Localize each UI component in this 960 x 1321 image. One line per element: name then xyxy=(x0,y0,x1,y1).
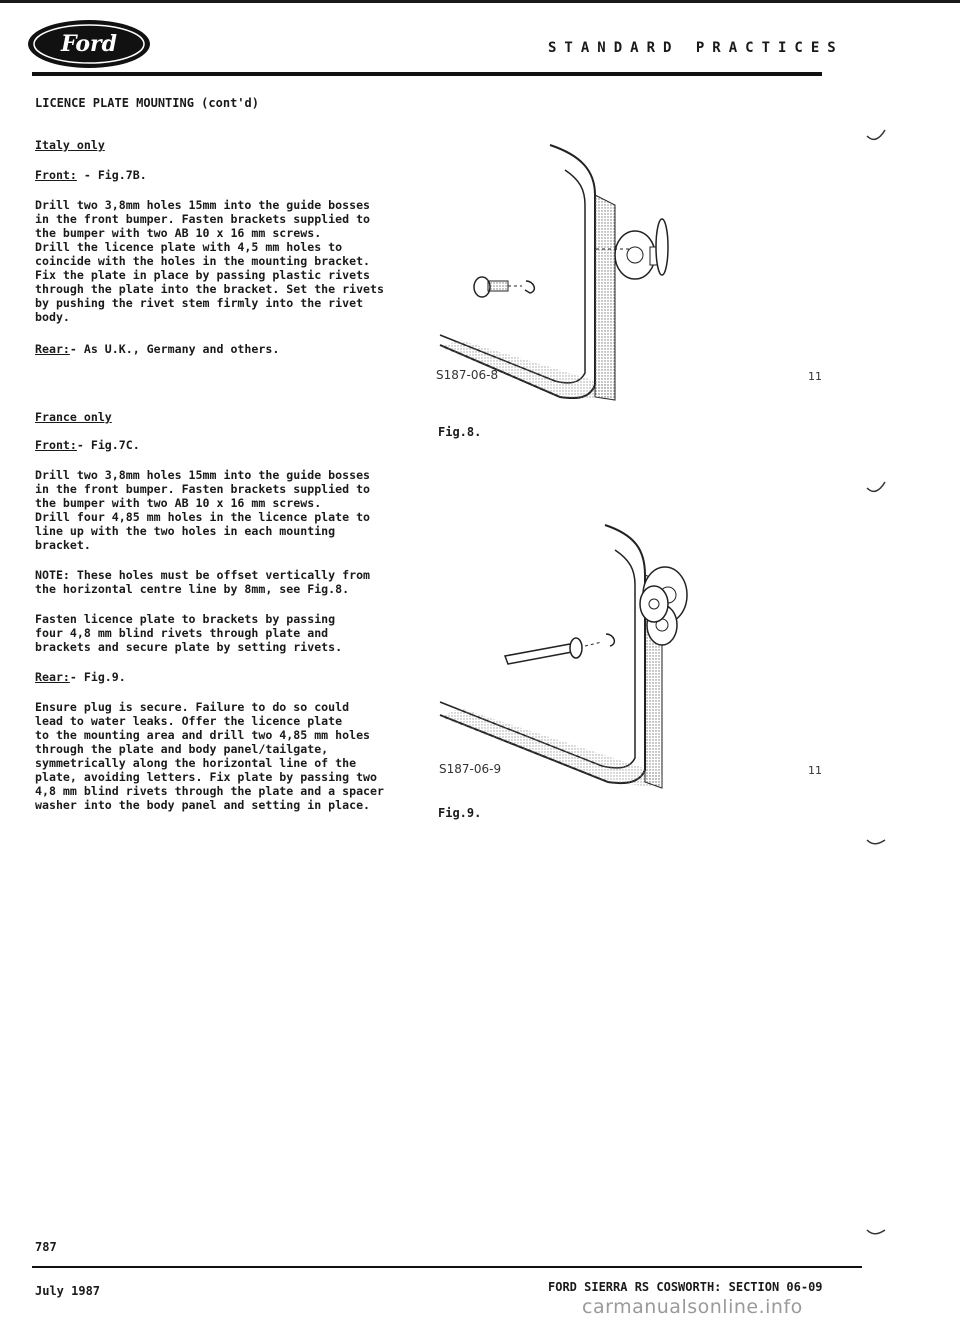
france-front-line xyxy=(35,438,435,452)
margin-tick-icon xyxy=(865,832,889,848)
france-rear-body: Ensure plug is secure. Failure to do so could lead to water leaks. Offer the licence plate to the mounting area and drill two 4,85 mm holes through the plate and body panel/tailgate, symmetrically along the horizontal line of the plate, avoiding letters. Fix plate by passing two 4,8 mm blind rivets through the plate and a spacer washer into the body panel and setting in place. xyxy=(35,700,385,812)
watermark: carmanualsonline.info xyxy=(582,1296,803,1318)
margin-tick-icon xyxy=(865,128,889,144)
logo-text: Ford xyxy=(60,31,118,57)
italy-rear-line xyxy=(35,342,435,356)
figure-8-caption: Fig.8. xyxy=(438,425,482,439)
italy-front-ref: - Fig.7B. xyxy=(76,168,147,182)
italy-rear-text: - As U.K., Germany and others. xyxy=(69,342,280,356)
figure-8-illustration xyxy=(430,135,670,405)
top-border xyxy=(0,0,960,3)
france-note: NOTE: These holes must be offset vertically from the horizontal centre line by 8mm, see Fig.8. xyxy=(35,568,371,596)
header-rule xyxy=(32,72,822,76)
italy-rear-label: Rear: xyxy=(35,342,70,356)
figure-8-tag: 11 xyxy=(808,370,822,383)
italy-front-label: Front: xyxy=(35,168,77,182)
italy-heading: Italy only xyxy=(35,138,105,152)
france-rear-label: Rear: xyxy=(35,670,70,684)
france-body: Drill two 3,8mm holes 15mm into the guide bosses in the front bumper. Fasten brackets supplied to the bumper with two AB 10 x 16 mm screws. Drill four 4,85 mm holes in the licence plate to line up with the two holes in each mounting bracket. xyxy=(35,468,371,552)
figure-9-code: S187-06-9 xyxy=(439,762,502,776)
italy-body: Drill two 3,8mm holes 15mm into the guide bosses in the front bumper. Fasten brackets supplied to the bumper with two AB 10 x 16 mm screws. Drill the licence plate with 4,5 mm holes to coincide with the holes in the mounting bracket. Fix the plate in place by passing plastic rivets through the plate into the bracket. Set the rivets by pushing the rivet stem firmly into the rivet body. xyxy=(35,198,385,324)
figure-8-code: S187-06-8 xyxy=(436,368,499,382)
figure-9-illustration xyxy=(430,520,690,800)
margin-tick-icon xyxy=(865,480,889,496)
france-fasten: Fasten licence plate to brackets by passing four 4,8 mm blind rivets through plate and brackets and secure plate by setting rivets. xyxy=(35,612,343,654)
footer-date: July 1987 xyxy=(35,1284,101,1298)
text-column xyxy=(35,138,435,812)
france-front-ref: - Fig.7C. xyxy=(76,438,140,452)
ford-logo xyxy=(26,18,152,70)
france-front-label: Front: xyxy=(35,438,77,452)
figure-9-tag: 11 xyxy=(808,764,822,777)
footer-rule xyxy=(32,1266,862,1268)
rivet-icon xyxy=(474,277,534,297)
footer-section: FORD SIERRA RS COSWORTH: SECTION 06-09 xyxy=(548,1280,823,1294)
header-title: STANDARD PRACTICES xyxy=(548,40,844,56)
margin-tick-icon xyxy=(865,1222,889,1238)
france-heading: France only xyxy=(35,410,112,424)
france-rear-ref: - Fig.9. xyxy=(69,670,126,684)
blind-rivet-icon xyxy=(505,634,614,664)
italy-front-line xyxy=(35,168,435,182)
page-heading: LICENCE PLATE MOUNTING (cont'd) xyxy=(35,96,259,110)
page-number: 787 xyxy=(35,1240,57,1254)
figure-9-caption: Fig.9. xyxy=(438,806,482,820)
france-rear-line xyxy=(35,670,435,684)
